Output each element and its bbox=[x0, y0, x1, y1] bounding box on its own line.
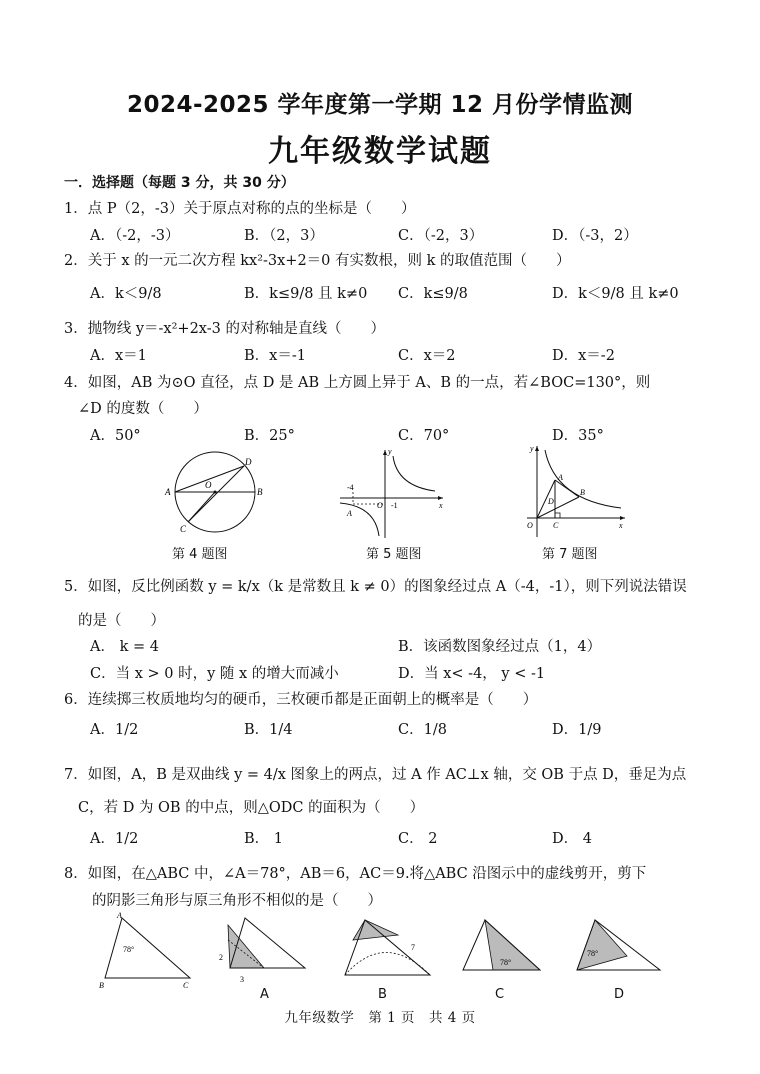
fig8-b-label-7: 7 bbox=[411, 943, 415, 952]
fig5-label-x: x bbox=[439, 501, 443, 510]
q3-option-b[interactable]: B．x＝-1 bbox=[244, 348, 306, 364]
fig7-label-d: D bbox=[548, 497, 554, 506]
fig5-label-minus4: -4 bbox=[347, 483, 354, 492]
fig8-a-label-3: 3 bbox=[240, 975, 244, 984]
q2-option-d[interactable]: D．k＜9/8 且 k≠0 bbox=[552, 286, 679, 302]
fig4-label-b: B bbox=[257, 487, 263, 497]
q5-option-a[interactable]: A． k = 4 bbox=[90, 639, 159, 655]
q1-option-c[interactable]: C．（-2，3） bbox=[398, 228, 484, 244]
fig8-d-angle: 78° bbox=[587, 949, 599, 958]
q3-option-c[interactable]: C．x＝2 bbox=[398, 348, 456, 364]
fig5-label-a: A bbox=[347, 509, 352, 518]
exam-subtitle: 九年级数学试题 bbox=[268, 134, 492, 169]
fig8-caption-b: B bbox=[378, 987, 387, 1002]
fig7-label-x: x bbox=[619, 521, 623, 530]
q7-option-b[interactable]: B． 1 bbox=[244, 831, 283, 847]
q5-option-d[interactable]: D．当 x< -4， y < -1 bbox=[398, 666, 546, 682]
figure-q4-circle bbox=[160, 448, 270, 538]
fig5-label-y: y bbox=[388, 447, 392, 456]
fig7-label-c: C bbox=[553, 521, 559, 530]
fig4-label-c: C bbox=[180, 524, 187, 534]
q3-option-a[interactable]: A．x＝1 bbox=[90, 348, 147, 364]
fig8-c-angle: 78° bbox=[500, 958, 512, 967]
question-8-cont: 的阴影三角形与原三角形不相似的是（ ） bbox=[92, 893, 382, 909]
fig5-label-o: O bbox=[377, 501, 383, 510]
q2-option-c[interactable]: C．k≤9/8 bbox=[398, 286, 468, 302]
q2-option-a[interactable]: A．k＜9/8 bbox=[90, 286, 162, 302]
q5-option-c[interactable]: C．当 x > 0 时，y 随 x 的增大而减小 bbox=[90, 666, 339, 682]
q6-option-b[interactable]: B．1/4 bbox=[244, 722, 293, 738]
q4-option-b[interactable]: B．25° bbox=[244, 428, 295, 444]
fig5-label-minus1: -1 bbox=[391, 501, 398, 510]
q2-option-b[interactable]: B．k≤9/8 且 k≠0 bbox=[244, 286, 368, 302]
q4-option-c[interactable]: C．70° bbox=[398, 428, 450, 444]
fig8-orig-label-a: A bbox=[117, 911, 122, 920]
section-heading: 一．选择题（每题 3 分，共 30 分） bbox=[64, 175, 295, 191]
fig7-label-o: O bbox=[527, 521, 533, 530]
figure-q5-hyperbola bbox=[335, 446, 450, 541]
question-4-cont: ∠D 的度数（ ） bbox=[78, 401, 208, 417]
fig8-orig-label-b: B bbox=[99, 981, 104, 990]
fig4-label-d: D bbox=[245, 457, 252, 467]
q3-option-d[interactable]: D．x＝-2 bbox=[552, 348, 615, 364]
fig8-caption-d: D bbox=[614, 987, 625, 1002]
figure-q8-triangles bbox=[95, 910, 695, 1005]
q6-option-d[interactable]: D．1/9 bbox=[552, 722, 602, 738]
q1-option-a[interactable]: A．（-2，-3） bbox=[90, 228, 180, 244]
figure-q7-hyperbola bbox=[517, 442, 629, 540]
fig8-a-label-2: 2 bbox=[219, 953, 223, 962]
caption-fig4: 第 4 题图 bbox=[172, 547, 228, 562]
fig7-label-b: B bbox=[580, 488, 585, 497]
question-1: 1．点 P（2，-3）关于原点对称的点的坐标是（ ） bbox=[64, 201, 416, 217]
q4-option-a[interactable]: A．50° bbox=[90, 428, 141, 444]
fig7-label-y: y bbox=[530, 444, 534, 453]
q6-option-c[interactable]: C．1/8 bbox=[398, 722, 447, 738]
question-3: 3．抛物线 y＝-x²+2x-3 的对称轴是直线（ ） bbox=[64, 321, 385, 337]
question-7: 7．如图，A，B 是双曲线 y = 4/x 图象上的两点，过 A 作 AC⊥x 轴，交 OB 于点 D，垂足为点 bbox=[64, 767, 687, 783]
q7-option-c[interactable]: C． 2 bbox=[398, 831, 438, 847]
q5-option-b[interactable]: B．该函数图象经过点（1，4） bbox=[398, 639, 602, 655]
q1-option-d[interactable]: D．（-3，2） bbox=[552, 228, 638, 244]
fig4-label-o: O bbox=[205, 480, 212, 490]
question-7-cont: C，若 D 为 OB 的中点，则△ODC 的面积为（ ） bbox=[78, 800, 425, 816]
question-2: 2．关于 x 的一元二次方程 kx²-3x+2＝0 有实数根，则 k 的取值范围（ ） bbox=[64, 253, 571, 269]
fig7-label-a: A bbox=[558, 473, 563, 482]
caption-fig7: 第 7 题图 bbox=[542, 547, 598, 562]
question-6: 6．连续掷三枚质地均匀的硬币，三枚硬币都是正面朝上的概率是（ ） bbox=[64, 692, 538, 708]
fig8-orig-angle: 78° bbox=[123, 945, 135, 954]
q6-option-a[interactable]: A．1/2 bbox=[90, 722, 139, 738]
q7-option-a[interactable]: A．1/2 bbox=[90, 831, 139, 847]
question-4: 4．如图，AB 为⊙O 直径，点 D 是 AB 上方圆上异于 A、B 的一点，若∠BOC=130°，则 bbox=[64, 375, 651, 391]
fig8-caption-a: A bbox=[260, 987, 269, 1002]
q4-option-d[interactable]: D．35° bbox=[552, 428, 604, 444]
fig4-label-a: A bbox=[165, 487, 171, 497]
fig8-caption-c: C bbox=[495, 987, 505, 1002]
q1-option-b[interactable]: B．（2，3） bbox=[244, 228, 324, 244]
caption-fig5: 第 5 题图 bbox=[366, 547, 422, 562]
question-5-cont: 的是（ ） bbox=[78, 613, 165, 629]
question-5: 5．如图，反比例函数 y = k/x（k 是常数且 k ≠ 0）的图象经过点 A（-4，-1），则下列说法错误 bbox=[64, 579, 687, 595]
question-8: 8．如图，在△ABC 中，∠A＝78°，AB＝6，AC＝9.将△ABC 沿图示中的虚线剪开，剪下 bbox=[64, 866, 647, 882]
fig8-orig-label-c: C bbox=[183, 981, 189, 990]
page-footer: 九年级数学 第 1 页 共 4 页 bbox=[284, 1010, 476, 1026]
q7-option-d[interactable]: D． 4 bbox=[552, 831, 592, 847]
exam-title: 2024-2025 学年度第一学期 12 月份学情监测 bbox=[126, 92, 634, 118]
